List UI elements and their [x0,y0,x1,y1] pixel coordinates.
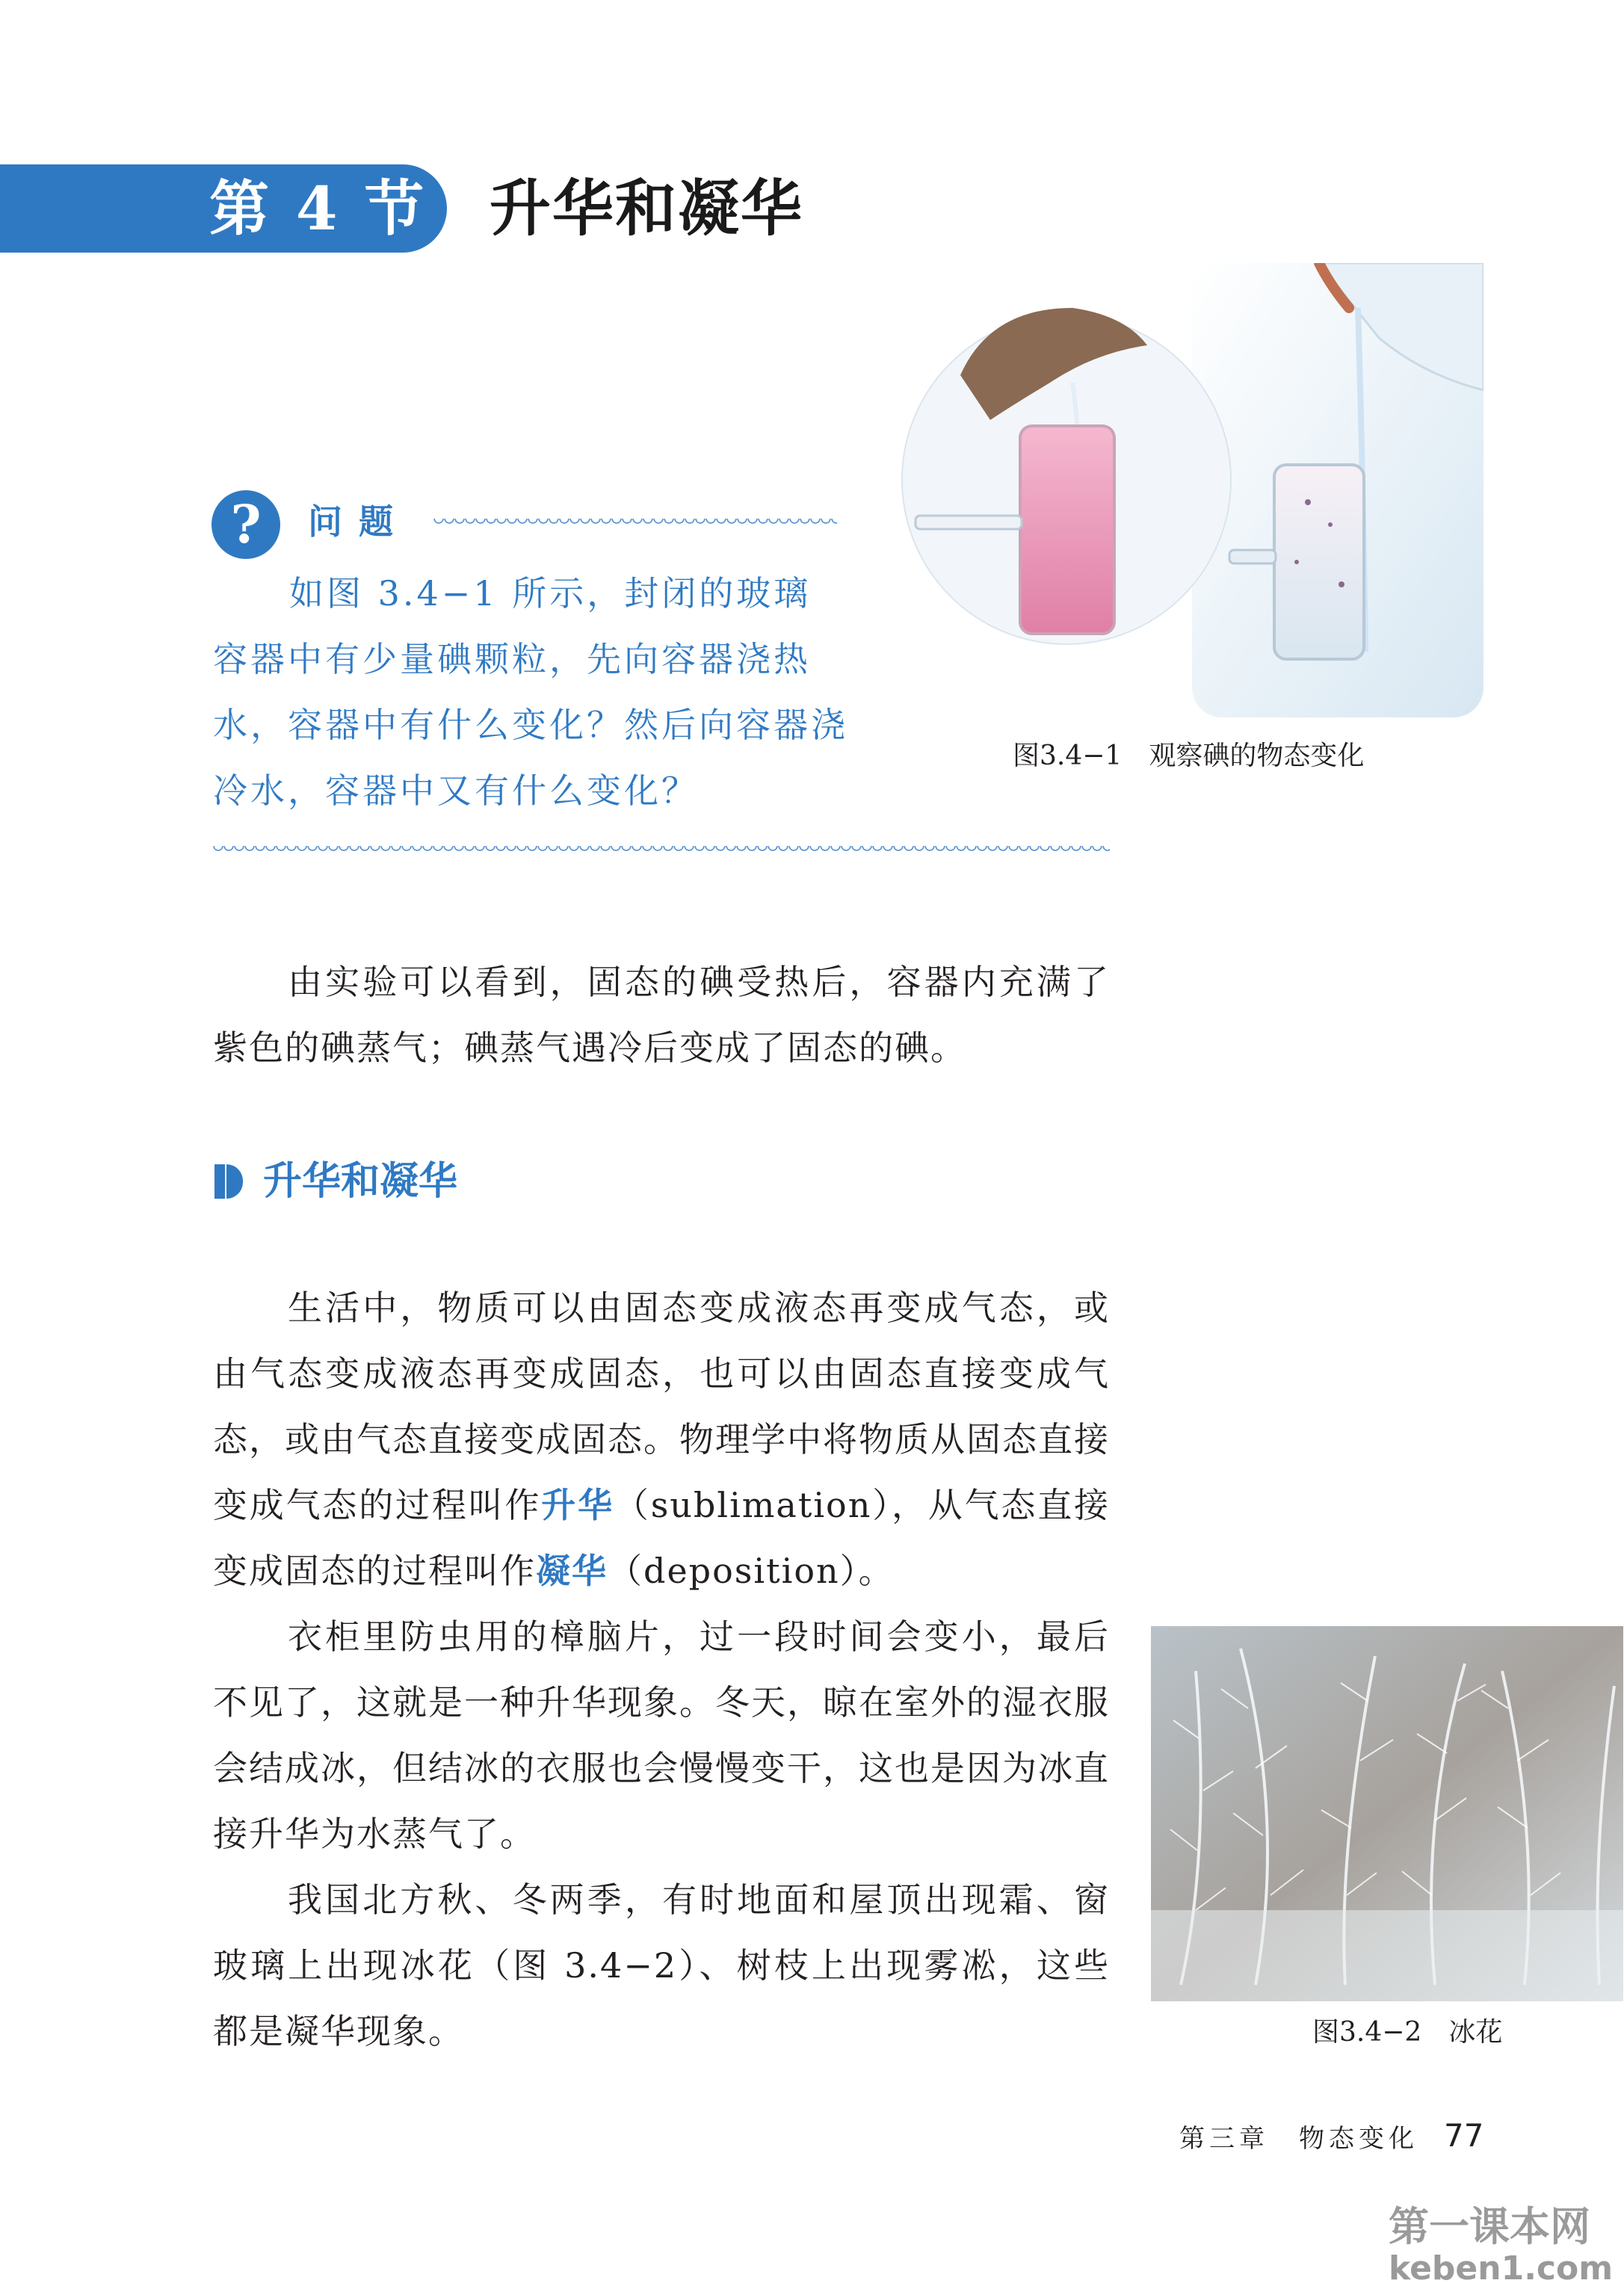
subheading-marker-d [226,1164,243,1199]
question-text: 如图 3.4−1 所示，封闭的玻璃容器中有少量碘颗粒，先向容器浇热水，容器中有什么变化？然后向容器浇冷水，容器中又有什么变化？ [213,573,848,811]
paragraph-2 [213,1275,1110,1604]
figure2-caption: 图3.4−2 冰花 [1312,2017,1503,2048]
vial-side-tube [1229,550,1276,563]
figure1-caption: 图3.4−1 观察碘的物态变化 [1013,741,1365,771]
watermark-title: 第一课本网 [1389,2203,1590,2250]
term-deposition: 凝华 [536,1551,608,1591]
question-label: 问题 [308,501,410,542]
paragraph-1: 由实验可以看到，固态的碘受热后，容器内充满了紫色的碘蒸气；碘蒸气遇冷后变成了固态的碘。 [213,962,1110,1068]
chapter-footer: 第三章 物态变化 [1179,2124,1418,2154]
subheading-marker-bar [214,1164,225,1199]
wavy-divider-top [433,519,837,526]
section-title: 升华和凝华 [490,173,804,244]
question-mark-icon: ? [212,490,280,559]
vial-side-tube-left [916,516,1022,529]
section-number: 第 4 节 [209,173,427,244]
iodine-experiment-figure [901,263,1483,717]
term-sublimation: 升华 [541,1485,614,1525]
watermark-url: keben1.com [1389,2249,1614,2288]
paragraph-2-text-a: 生活中，物质可以由固态变成液态再变成气态，或由气态变成液态再变成固态，也可以由固态直接变成气态，或由气态直接变成固态。物理学中将物质从固态直接变成气态的过程叫作 [213,1288,1110,1525]
paragraph-4: 我国北方秋、冬两季，有时地面和屋顶出现霜、窗玻璃上出现冰花（图 3.4−2）、树枝上出现雾凇，这些都是凝华现象。 [213,1879,1110,2051]
frost-flower-photo [1151,1626,1623,2001]
cooled-vial [1274,465,1364,659]
paragraph-2-text-c: （deposition）。 [608,1551,895,1591]
subheading: 升华和凝华 [263,1159,458,1204]
paragraph-3: 衣柜里防虫用的樟脑片，过一段时间会变小，最后不见了，这就是一种升华现象。冬天，晾在室外的湿衣服会结成冰，但结冰的衣服也会慢慢变干，这也是因为冰直接升华为水蒸气了。 [213,1616,1110,1854]
heated-vial-with-vapor [1020,426,1114,634]
wavy-divider-bottom [213,846,1110,853]
page-number: 77 [1444,2117,1484,2154]
paragraph-2-text-b: （sublimation），从气态直接变成固态的过程叫作 [213,1485,1111,1591]
